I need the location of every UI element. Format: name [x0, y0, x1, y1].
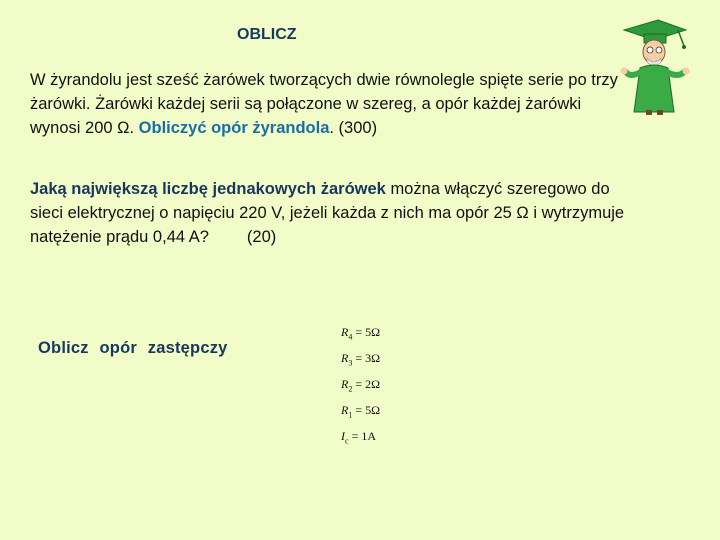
formula-r1: $R_1 = 5\Omega$: [341, 402, 381, 420]
problem-1: [30, 68, 620, 140]
problem-2-question: Jaką największą liczbę jednakowych żarówek: [30, 180, 386, 198]
graduate-professor-icon: [614, 16, 694, 116]
problem-2-text: można włączyć szeregowo do sieci elektrycznej o napięciu 220 V, jeżeli każda z nich ma opór 25 Ω i wytrzymuje natężenie prądu 0,44 A?: [30, 180, 625, 246]
formula-ic: $I_c = 1A$: [341, 428, 376, 445]
task-3-word: opór: [99, 339, 137, 357]
problem-1-text: W żyrandolu jest sześć żarówek tworzących dwie równolegle spięte serie po trzy żarówki. Żarówki każdej serii są połączone w szereg, a opór każdej żarówki wynosi 200 Ω.: [30, 71, 618, 137]
resistor-values: [341, 322, 380, 451]
problem-2: [30, 177, 630, 249]
formula-r3: $R_3 = 3\Omega$: [341, 350, 381, 368]
task-3-word: Oblicz: [38, 339, 89, 357]
page-title: OBLICZ: [237, 26, 297, 43]
formula-r4: $R_4 = 5\Omega$: [341, 325, 381, 342]
problem-2-answer: (20): [246, 228, 277, 246]
problem-1-question: Obliczyć opór żyrandola: [138, 119, 330, 137]
problem-1-answer: . (300): [329, 119, 378, 137]
task-3-label: [38, 339, 234, 358]
formula-r2: $R_2 = 2\Omega$: [341, 376, 381, 394]
task-3-word: zastępczy: [147, 339, 228, 357]
